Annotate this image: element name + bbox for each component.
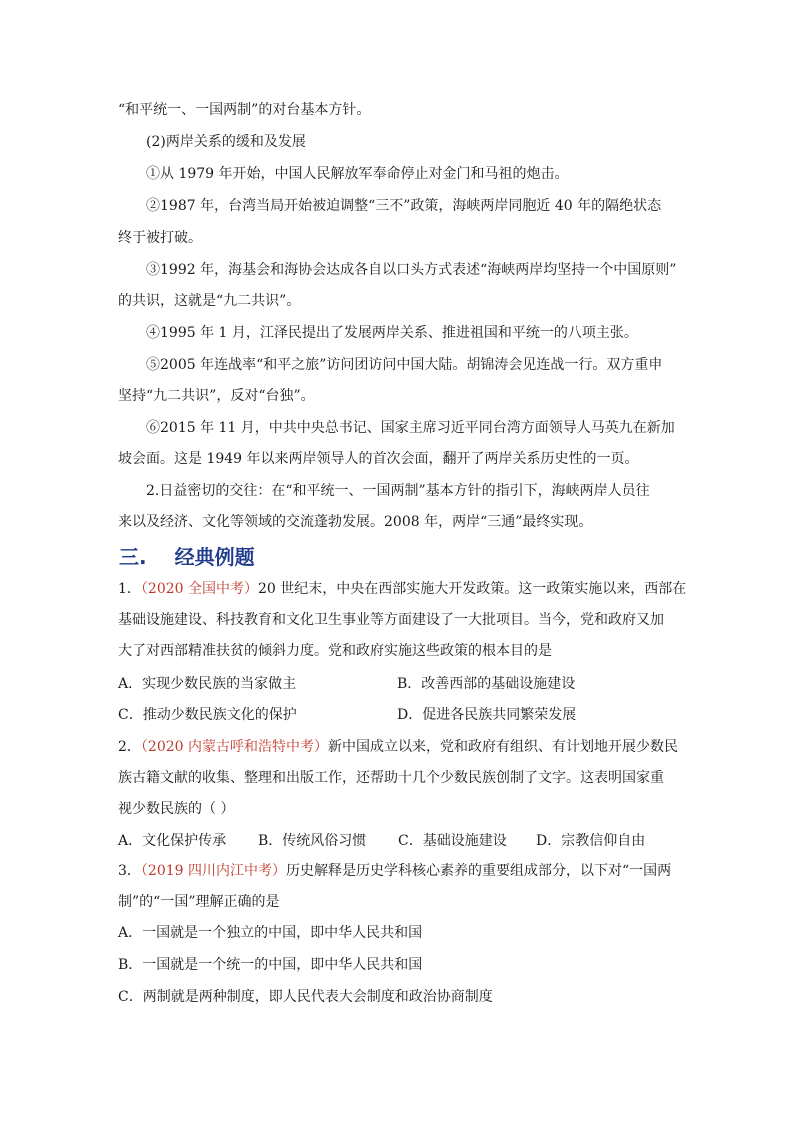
question-source: （2020 内蒙古呼和浩特中考） (140, 739, 329, 755)
section-heading (119, 541, 255, 570)
question-3-option-c[interactable]: C．两制就是两种制度，即人民代表大会制度和政治协商制度 (118, 989, 493, 1005)
question-3-option-b[interactable]: B．一国就是一个统一的中国，即中华人民共和国 (118, 957, 423, 973)
question-1-line3: 大了对西部精准扶贫的倾斜力度。党和政府实施这些政策的根本目的是 (118, 643, 552, 659)
question-2-option-b[interactable]: B．传统风俗习惯 (258, 833, 367, 849)
question-source: （2020 全国中考） (140, 581, 259, 597)
question-number: 1． (118, 581, 141, 597)
event-item-6-line2: 坡会面。这是 1949 年以来两岸领导人的首次会面，翻开了两岸关系历史性的一页。 (118, 451, 639, 467)
event-item-2-line2: 终于被打破。 (118, 230, 202, 246)
event-item-5-line1: ⑤2005 年连战率“和平之旅”访问团访问中国大陆。胡锦涛会见连战一行。双方重申 (146, 357, 663, 373)
question-2-option-d[interactable]: D．宗教信仰自由 (536, 833, 646, 849)
question-2-option-a[interactable]: A．文化保护传承 (118, 833, 227, 849)
policy-line: “和平统一、一国两制”的对台基本方针。 (118, 102, 371, 118)
event-item-2-line1: ②1987 年，台湾当局开始被迫调整“三不”政策，海峡两岸同胞近 40 年的隔绝状态 (146, 198, 662, 214)
question-1-option-b[interactable]: B．改善西部的基础设施建设 (397, 676, 576, 692)
question-2-line3: 视少数民族的（ ） (118, 801, 235, 817)
question-3-line1 (118, 861, 678, 881)
question-number: 3． (118, 863, 141, 879)
question-text: 历史解释是历史学科核心素养的重要组成部分，以下对“一国两 (286, 863, 672, 879)
question-1-line2: 基础设施建设、科技教育和文化卫生事业等方面建设了一大批项目。当今，党和政府又加 (118, 612, 664, 628)
section-number: 三. (119, 545, 147, 569)
question-3-line2: 制”的“一国”理解正确的是 (118, 894, 280, 910)
question-source: （2019 四川内江中考） (140, 863, 287, 879)
question-2-option-c[interactable]: C．基础设施建设 (398, 833, 507, 849)
point-2-line1: 2.日益密切的交往：在“和平统一、一国两制”基本方针的指引下，海峡两岸人员往 (146, 483, 650, 499)
question-1-option-a[interactable]: A．实现少数民族的当家做主 (118, 676, 297, 692)
event-item-4: ④1995 年 1 月，江泽民提出了发展两岸关系、推进祖国和平统一的八项主张。 (146, 325, 638, 341)
event-item-3-line1: ③1992 年，海基会和海协会达成各自以口头方式表述“海峡两岸均坚持一个中国原则” (146, 262, 677, 278)
point-2-line2: 来以及经济、文化等领域的交流蓬勃发展。2008 年，两岸“三通”最终实现。 (118, 514, 593, 530)
section-title: 经典例题 (174, 545, 255, 569)
event-item-1: ①从 1979 年开始，中国人民解放军奉命停止对金门和马祖的炮击。 (146, 166, 569, 182)
question-1-line1 (118, 579, 687, 599)
question-text: 新中国成立以来，党和政府有组织、有计划地开展少数民 (328, 739, 679, 755)
event-item-3-line2: 的共识，这就是“九二共识”。 (118, 293, 301, 309)
subsection-title: (2)两岸关系的缓和及发展 (146, 134, 306, 150)
question-1-option-d[interactable]: D．促进各民族共同繁荣发展 (397, 707, 577, 723)
event-item-6-line1: ⑥2015 年 11 月，中共中央总书记、国家主席习近平同台湾方面领导人马英九在新加 (146, 420, 675, 436)
question-2-line1 (118, 737, 678, 757)
question-2-line2: 族古籍文献的收集、整理和出版工作，还帮助十几个少数民族创制了文字。这表明国家重 (118, 770, 664, 786)
event-item-5-line2: 坚持“九二共识”，反对“台独”。 (118, 388, 315, 404)
question-1-option-c[interactable]: C．推动少数民族文化的保护 (118, 707, 297, 723)
question-3-option-a[interactable]: A．一国就是一个独立的中国，即中华人民共和国 (118, 925, 423, 941)
question-text: 20 世纪末，中央在西部实施大开发政策。这一政策实施以来，西部在 (258, 581, 687, 597)
question-number: 2． (118, 739, 141, 755)
